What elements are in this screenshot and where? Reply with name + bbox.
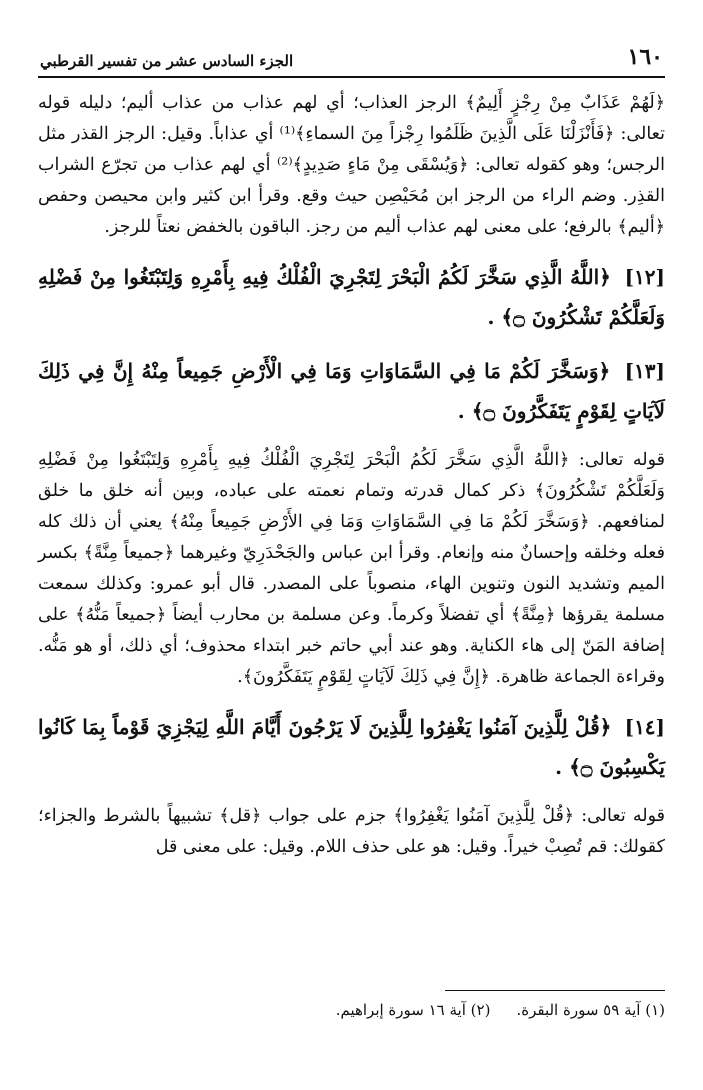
verse-number: [١٤] bbox=[624, 715, 666, 739]
verse-number: [١٢] bbox=[624, 265, 665, 289]
footnotes bbox=[38, 990, 665, 1019]
verse-13 bbox=[38, 351, 665, 431]
footnote-divider bbox=[445, 990, 665, 991]
verse-14 bbox=[38, 707, 665, 787]
page-number: ١٦٠ bbox=[627, 44, 663, 70]
running-title: الجزء السادس عشر من تفسير القرطبي bbox=[40, 52, 294, 70]
page-body bbox=[38, 88, 665, 863]
footnote-1: (١) آية ٥٩ سورة البقرة. bbox=[516, 1001, 665, 1019]
commentary-paragraph: ﴿لَهُمْ عَذَابٌ مِنْ رِجْزٍ أَلِيمٌ﴾ الرجز العذاب؛ أي لهم عذاب من عذاب أليم؛ دليله قوله تعالى: ﴿فَأَنْزَلْنَا عَلَى الَّذِينَ ظَلَمُوا رِجْزاً مِنَ السماءِ﴾⁽¹⁾ أي عذاباً. وقيل: الرجز القذر مثل الرجس؛ وهو كقوله تعالى: ﴿وَيُسْقَى مِنْ مَاءٍ صَدِيدٍ﴾⁽²⁾ أي لهم عذاب من تجرّع الشراب القذِر. وضم الراء من الرجز ابن مُحَيْصِن حيث وقع. وقرأ ابن كثير وابن محيصن وحفص ﴿أليم﴾ بالرفع؛ على معنى لهم عذاب أليم من رجز. الباقون بالخفض نعتاً للرجز. bbox=[38, 93, 665, 237]
verse-12 bbox=[38, 257, 665, 337]
verse-number: [١٣] bbox=[624, 359, 665, 383]
page-header bbox=[38, 44, 665, 78]
footnote-2: (٢) آية ١٦ سورة إبراهيم. bbox=[335, 1001, 491, 1019]
verse-text: ﴿اللَّهُ الَّذِي سَخَّرَ لَكُمُ الْبَحْرَ لِتَجْرِيَ الْفُلْكُ فِيهِ بِأَمْرِهِ وَلِتَبْتَغُوا مِنْ فَضْلِهِ وَلَعَلَّكُمْ تَشْكُرُونَ ۝﴾ . bbox=[38, 265, 665, 329]
commentary-paragraph: قوله تعالى: ﴿اللَّهُ الَّذِي سَخَّرَ لَكُمُ الْبَحْرَ لِتَجْرِيَ الْفُلْكُ فِيهِ بِأَمْرِهِ وَلِتَبْتَغُوا مِنْ فَضْلِهِ وَلَعَلَّكُمْ تَشْكُرُونَ﴾ ذكر كمال قدرته وتمام نعمته على عباده، وبين أنه خلق ما خلق لمنافعهم. ﴿وَسَخَّرَ لَكُمْ مَا فِي السَّمَاوَاتِ وَمَا فِي الأَرْضِ جَمِيعاً مِنْهُ﴾ يعني أن ذلك كله فعله وخلقه وإحسانٌ منه وإنعام. وقرأ ابن عباس والجَحْدَرِيّ وغيرهما ﴿جميعاً مِنَّةً﴾ بكسر الميم وتشديد النون وتنوين الهاء، منصوباً على المصدر. قال أبو عمرو: وكذلك سمعت مسلمة يقرؤها ﴿مِنَّةً﴾ أي تفضلاً وكرماً. وعن مسلمة بن محارب أيضاً ﴿جميعاً مَنُّهُ﴾ على إضافة المَنّ إلى هاء الكناية. وهو عند أبي حاتم خبر ابتداء محذوف؛ أي ذلك، أو هو مَنُّه. وقراءة الجماعة ظاهرة. ﴿إِنَّ فِي ذَلِكَ لَآيَاتٍ لِقَوْمٍ يَتَفَكَّرُونَ﴾. bbox=[38, 450, 665, 687]
verse-text: ﴿قُلْ لِلَّذِينَ آمَنُوا يَغْفِرُوا لِلَّذِينَ لَا يَرْجُونَ أَيَّامَ اللَّهِ لِيَجْزِيَ قَوْماً بِمَا كَانُوا يَكْسِبُونَ ۝﴾ . bbox=[38, 715, 665, 779]
verse-text: ﴿وَسَخَّرَ لَكُمْ مَا فِي السَّمَاوَاتِ وَمَا فِي الْأَرْضِ جَمِيعاً مِنْهُ إِنَّ فِي ذَلِكَ لَآيَاتٍ لِقَوْمٍ يَتَفَكَّرُونَ ۝﴾ . bbox=[38, 359, 665, 423]
commentary-paragraph: قوله تعالى: ﴿قُلْ لِلَّذِينَ آمَنُوا يَغْفِرُوا﴾ جزم على جواب ﴿قل﴾ تشبيهاً بالشرط والجزاء؛ كقولك: قم تُصِبْ خيراً. وقيل: هو على حذف اللام. وقيل: على معنى قل bbox=[38, 806, 665, 857]
